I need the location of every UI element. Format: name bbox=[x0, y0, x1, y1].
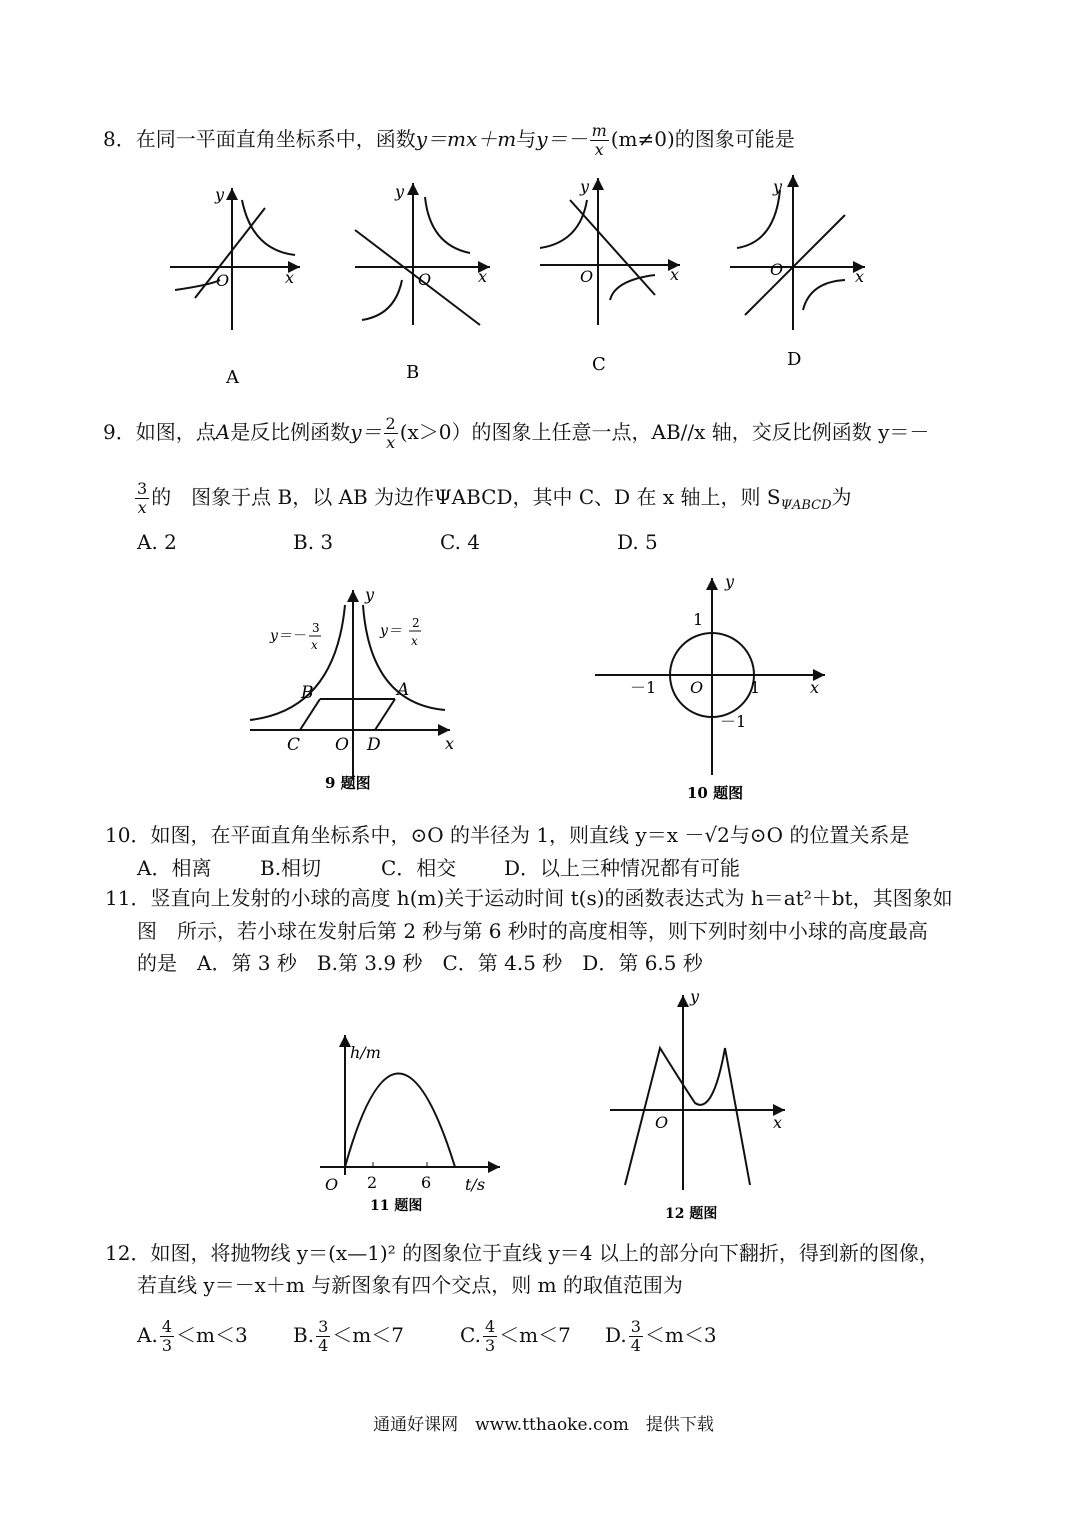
q9-stem-line2: $\frac{3}{x}$ 的 图象于点 B，以 AB 为边作ΨABCD，其中 C、D 在 x 轴上，则 $S_{\Psi ABCD}$为 bbox=[137, 479, 852, 517]
q10-stem: 10．如图，在平面直角坐标系中，⊙O 的半径为 1，则直线 y＝x －√2与⊙O 的位置关系是 bbox=[105, 823, 910, 847]
svg-text:x: x bbox=[670, 265, 680, 284]
q9-option-a: A. 2 bbox=[137, 530, 177, 554]
svg-text:y: y bbox=[773, 177, 783, 196]
svg-text:y: y bbox=[395, 182, 405, 201]
q11-line3: 的是 A．第 3 秒 B.第 3.9 秒 C．第 4.5 秒 D．第 6.5 秒 bbox=[137, 951, 703, 975]
q9-option-d: D. 5 bbox=[617, 530, 658, 554]
svg-text:O: O bbox=[580, 267, 594, 286]
q10-option-a: A．相离 bbox=[137, 856, 212, 880]
svg-text:O: O bbox=[655, 1113, 669, 1132]
q9-figure bbox=[245, 585, 475, 815]
svg-text:O: O bbox=[325, 1175, 339, 1194]
svg-text:x: x bbox=[311, 638, 318, 652]
svg-text:－1: －1 bbox=[720, 712, 747, 731]
q8-graph-b bbox=[350, 175, 500, 383]
q12-line2: 若直线 y＝－x＋m 与新图象有四个交点，则 m 的取值范围为 bbox=[137, 1273, 683, 1297]
q11-line2: 图 所示，若小球在发射后第 2 秒与第 6 秒时的高度相等，则下列时刻中小球的高度最高 bbox=[137, 919, 928, 943]
svg-text:9 题图: 9 题图 bbox=[325, 774, 371, 792]
svg-text:2: 2 bbox=[367, 1173, 378, 1192]
q10-figure bbox=[595, 572, 845, 810]
q11-figure bbox=[315, 1030, 515, 1220]
svg-text:t/s: t/s bbox=[465, 1175, 486, 1194]
q10-option-d: D．以上三种情况都有可能 bbox=[504, 856, 741, 880]
svg-text:D: D bbox=[787, 349, 802, 370]
q12-option-b: B. $\frac{3}{4}$ ＜m＜7 bbox=[293, 1317, 404, 1355]
svg-text:O: O bbox=[335, 735, 349, 755]
q9-option-c: C. 4 bbox=[440, 530, 481, 554]
svg-text:x: x bbox=[810, 678, 820, 697]
svg-text:B: B bbox=[406, 362, 420, 383]
q11-line1: 11．竖直向上发射的小球的高度 h(m)关于运动时间 t(s)的函数表达式为 h＝at²＋bt，其图象如 bbox=[105, 886, 953, 910]
svg-text:x: x bbox=[411, 634, 418, 648]
svg-text:y: y bbox=[690, 987, 700, 1006]
svg-text:10 题图: 10 题图 bbox=[687, 784, 744, 802]
svg-text:－1: －1 bbox=[630, 678, 657, 697]
svg-text:6: 6 bbox=[421, 1173, 432, 1192]
svg-text:y: y bbox=[215, 185, 225, 204]
svg-text:O: O bbox=[770, 260, 784, 279]
svg-text:2: 2 bbox=[412, 616, 420, 630]
svg-text:y＝－: y＝－ bbox=[270, 628, 306, 644]
svg-text:B: B bbox=[301, 683, 314, 703]
svg-text:x: x bbox=[478, 267, 488, 286]
page-footer: 通通好课网 www.tthaoke.com 提供下载 bbox=[373, 1415, 714, 1435]
q8-stem: 8．在同一平面直角坐标系中，函数y＝mx＋m与y＝－ $\frac{m}{x}$ (m≠0)的图象可能是 bbox=[103, 121, 795, 159]
q9-stem-line1: 9．如图，点A是反比例函数y＝ $\frac{2}{x}$ (x＞0）的图象上任意一点，AB//x 轴，交反比例函数 y＝－ bbox=[103, 414, 930, 452]
q8-fraction: $\frac{m}{x}$ bbox=[591, 121, 607, 159]
q12-option-d: D. $\frac{3}{4}$ ＜m＜3 bbox=[605, 1317, 717, 1355]
svg-text:3: 3 bbox=[312, 621, 320, 635]
svg-text:12 题图: 12 题图 bbox=[665, 1206, 718, 1222]
svg-text:h/m: h/m bbox=[350, 1043, 381, 1062]
svg-text:y＝: y＝ bbox=[380, 623, 402, 639]
svg-text:O: O bbox=[690, 678, 704, 697]
svg-text:O: O bbox=[418, 270, 432, 289]
q10-option-c: C．相交 bbox=[381, 856, 457, 880]
svg-text:A: A bbox=[397, 680, 410, 700]
q8-graph-d bbox=[725, 170, 885, 370]
svg-text:C: C bbox=[592, 354, 606, 375]
q10-option-b: B.相切 bbox=[260, 856, 322, 880]
q12-option-a: A. $\frac{4}{3}$ ＜m＜3 bbox=[137, 1317, 248, 1355]
svg-text:x: x bbox=[285, 268, 295, 287]
q8-graph-c bbox=[535, 170, 695, 375]
q12-line1: 12．如图，将抛物线 y＝(x—1)² 的图象位于直线 y＝4 以上的部分向下翻折，得到新的图像， bbox=[105, 1241, 939, 1265]
svg-text:D: D bbox=[367, 735, 381, 755]
svg-text:1: 1 bbox=[750, 678, 761, 697]
svg-text:y: y bbox=[580, 177, 590, 196]
q12-figure bbox=[605, 987, 805, 1225]
svg-text:C: C bbox=[287, 735, 301, 755]
svg-text:x: x bbox=[855, 267, 865, 286]
svg-text:1: 1 bbox=[693, 610, 704, 629]
q12-option-c: C. $\frac{4}{3}$ ＜m＜7 bbox=[460, 1317, 571, 1355]
svg-text:11 题图: 11 题图 bbox=[370, 1198, 423, 1214]
svg-text:A: A bbox=[226, 367, 239, 388]
svg-text:x: x bbox=[445, 734, 455, 753]
svg-text:x: x bbox=[773, 1113, 783, 1132]
svg-text:y: y bbox=[725, 572, 735, 591]
svg-text:y: y bbox=[365, 585, 375, 604]
q8-graph-a bbox=[160, 180, 310, 388]
q9-option-b: B. 3 bbox=[293, 530, 334, 554]
svg-text:O: O bbox=[216, 271, 230, 290]
